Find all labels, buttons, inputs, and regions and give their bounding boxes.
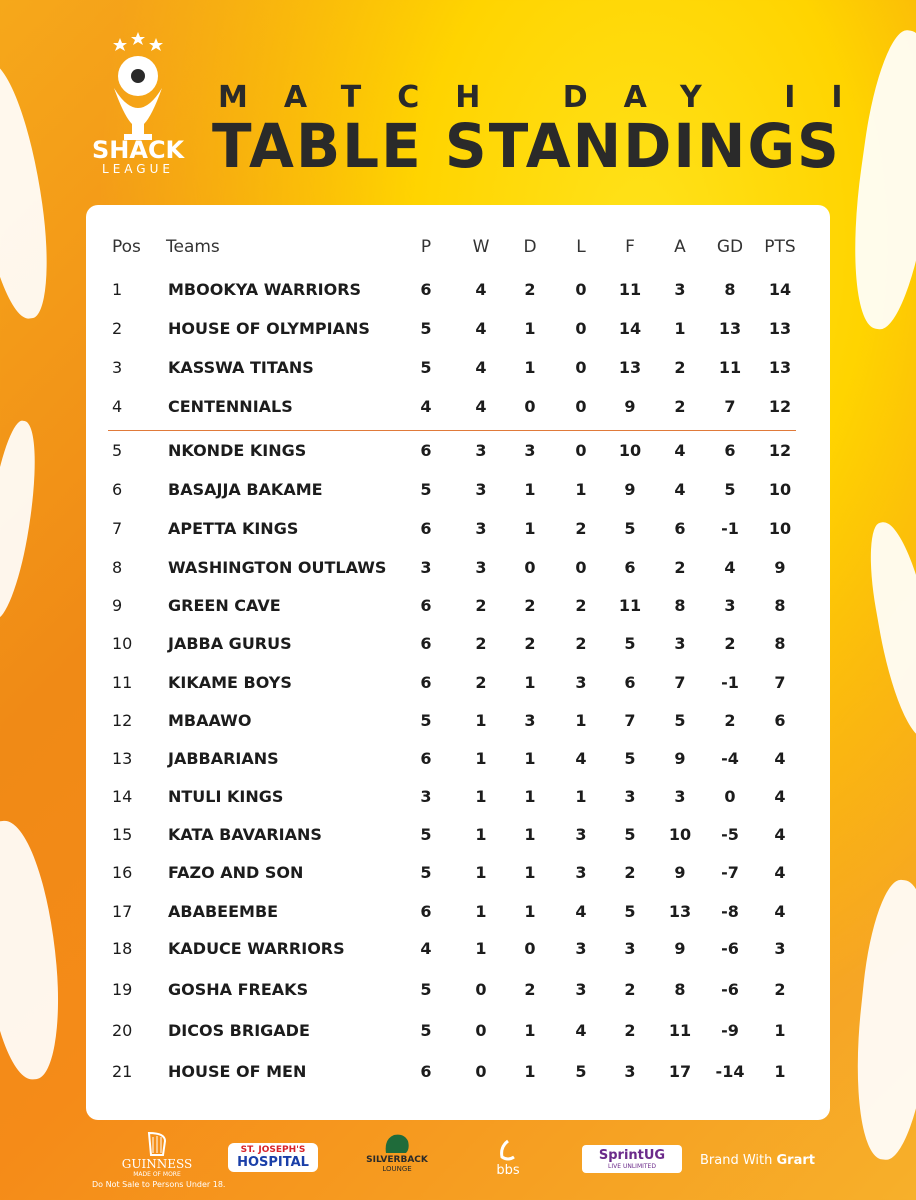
played: 6 — [420, 634, 432, 653]
team-name: ABABEEMBE — [168, 902, 279, 921]
team-name: APETTA KINGS — [168, 519, 299, 538]
sponsor-st-josephs-hospital — [228, 1125, 318, 1195]
goals-against: 3 — [674, 280, 686, 299]
goals-against: 3 — [674, 634, 686, 653]
won: 4 — [475, 319, 487, 338]
header — [0, 0, 916, 200]
points: 4 — [774, 749, 786, 768]
pos: 3 — [112, 358, 123, 377]
lost: 3 — [575, 863, 587, 882]
points: 4 — [774, 787, 786, 806]
lost: 1 — [575, 480, 587, 499]
table-row — [86, 934, 830, 964]
goal-difference: -1 — [721, 519, 739, 538]
won: 3 — [475, 558, 487, 577]
pos: 5 — [112, 441, 123, 460]
won: 3 — [475, 480, 487, 499]
page-title: TABLE STANDINGS — [212, 110, 841, 182]
won: 4 — [475, 397, 487, 416]
goals-for: 9 — [624, 397, 636, 416]
pos: 10 — [112, 634, 133, 653]
pos: 1 — [112, 280, 123, 299]
pos: 14 — [112, 787, 133, 806]
brush-stroke-left-2 — [0, 418, 47, 622]
guinness-disclaimer: Do Not Sale to Persons Under 18. — [92, 1180, 226, 1189]
col-header-pts: PTS — [764, 237, 796, 257]
table-row — [86, 820, 830, 850]
goals-for: 2 — [624, 1021, 636, 1040]
hospital-line1: ST. JOSEPH'S — [240, 1145, 306, 1155]
table-row — [86, 975, 830, 1005]
goals-for: 9 — [624, 480, 636, 499]
goals-against: 8 — [674, 980, 686, 999]
table-header-row — [86, 232, 830, 262]
won: 1 — [475, 749, 487, 768]
points: 8 — [774, 634, 786, 653]
goals-for: 3 — [624, 787, 636, 806]
hospital-line2: HOSPITAL — [237, 1155, 309, 1170]
played: 5 — [420, 319, 432, 338]
goal-difference: 6 — [724, 441, 736, 460]
league-name-line1: SHACK — [92, 136, 185, 164]
won: 3 — [475, 519, 487, 538]
pos: 21 — [112, 1062, 133, 1081]
played: 6 — [420, 441, 432, 460]
goals-for: 2 — [624, 863, 636, 882]
played: 5 — [420, 980, 432, 999]
team-name: GOSHA FREAKS — [168, 980, 309, 999]
won: 1 — [475, 939, 487, 958]
goals-against: 4 — [674, 441, 686, 460]
goals-for: 6 — [624, 558, 636, 577]
goals-against: 7 — [674, 673, 686, 692]
lost: 0 — [575, 358, 587, 377]
brush-stroke-right-2 — [861, 517, 916, 742]
goal-difference: 2 — [724, 634, 736, 653]
drawn: 1 — [524, 519, 536, 538]
team-name: JABBA GURUS — [168, 634, 292, 653]
points: 10 — [768, 519, 792, 538]
lost: 2 — [575, 596, 587, 615]
bbs-logo-icon — [498, 1139, 518, 1163]
sponsor-guinness — [92, 1125, 226, 1195]
goals-against: 10 — [668, 825, 692, 844]
won: 1 — [475, 787, 487, 806]
lost: 3 — [575, 980, 587, 999]
col-header-gd: GD — [716, 237, 744, 257]
bbs-name: bbs — [496, 1163, 520, 1178]
played: 5 — [420, 1021, 432, 1040]
goal-difference: -9 — [721, 1021, 739, 1040]
played: 6 — [420, 902, 432, 921]
team-name: CENTENNIALS — [168, 397, 293, 416]
goals-against: 8 — [674, 596, 686, 615]
team-name: NKONDE KINGS — [168, 441, 307, 460]
table-row — [86, 858, 830, 888]
goals-against: 2 — [674, 397, 686, 416]
goals-for: 7 — [624, 711, 636, 730]
drawn: 1 — [524, 863, 536, 882]
played: 5 — [420, 825, 432, 844]
team-name: WASHINGTON OUTLAWS — [168, 558, 387, 577]
table-row — [86, 744, 830, 774]
played: 5 — [420, 711, 432, 730]
silverback-name: SILVERBACK — [366, 1155, 428, 1165]
drawn: 2 — [524, 280, 536, 299]
goals-for: 3 — [624, 939, 636, 958]
team-name: JABBARIANS — [168, 749, 279, 768]
sponsor-silverback-lounge — [362, 1125, 432, 1195]
col-header-f: F — [625, 237, 635, 257]
team-name: MBAAWO — [168, 711, 252, 730]
played: 6 — [420, 280, 432, 299]
goals-against: 2 — [674, 558, 686, 577]
lost: 0 — [575, 441, 587, 460]
silverback-sub: LOUNGE — [382, 1165, 412, 1173]
played: 3 — [420, 787, 432, 806]
team-name: KATA BAVARIANS — [168, 825, 322, 844]
pos: 17 — [112, 902, 133, 921]
table-row — [86, 591, 830, 621]
goal-difference: 0 — [724, 787, 736, 806]
goals-against: 5 — [674, 711, 686, 730]
pos: 4 — [112, 397, 123, 416]
drawn: 2 — [524, 980, 536, 999]
points: 8 — [774, 596, 786, 615]
goal-difference: -8 — [721, 902, 739, 921]
lost: 0 — [575, 397, 587, 416]
goals-for: 5 — [624, 825, 636, 844]
drawn: 1 — [524, 1062, 536, 1081]
goal-difference: 2 — [724, 711, 736, 730]
table-row — [86, 392, 830, 422]
team-name: KIKAME BOYS — [168, 673, 292, 692]
sponsor-bbs — [478, 1125, 538, 1195]
col-header-l: L — [576, 237, 586, 257]
goals-for: 3 — [624, 1062, 636, 1081]
drawn: 3 — [524, 441, 536, 460]
played: 5 — [420, 358, 432, 377]
lost: 1 — [575, 787, 587, 806]
sprint-name: SprintUG — [598, 1148, 666, 1163]
played: 4 — [420, 939, 432, 958]
drawn: 1 — [524, 787, 536, 806]
pos: 18 — [112, 939, 133, 958]
drawn: 1 — [524, 902, 536, 921]
team-name: HOUSE OF OLYMPIANS — [168, 319, 370, 338]
col-header-pos: Pos — [112, 237, 141, 257]
goal-difference: -7 — [721, 863, 739, 882]
designer-credit — [700, 1125, 826, 1195]
goal-difference: 5 — [724, 480, 736, 499]
table-row — [86, 436, 830, 466]
table-row — [86, 629, 830, 659]
goals-against: 4 — [674, 480, 686, 499]
pos: 15 — [112, 825, 133, 844]
drawn: 1 — [524, 1021, 536, 1040]
won: 2 — [475, 673, 487, 692]
table-row — [86, 353, 830, 383]
league-name-line2: LEAGUE — [102, 162, 174, 176]
won: 2 — [475, 634, 487, 653]
sponsor-sprint-ug — [582, 1125, 682, 1195]
goals-for: 5 — [624, 749, 636, 768]
table-row — [86, 275, 830, 305]
lost: 2 — [575, 519, 587, 538]
points: 3 — [774, 939, 786, 958]
col-header-a: A — [674, 237, 686, 257]
goals-for: 6 — [624, 673, 636, 692]
won: 4 — [475, 280, 487, 299]
drawn: 0 — [524, 939, 536, 958]
drawn: 0 — [524, 397, 536, 416]
table-row — [86, 706, 830, 736]
pos: 12 — [112, 711, 133, 730]
played: 6 — [420, 1062, 432, 1081]
team-name: HOUSE OF MEN — [168, 1062, 307, 1081]
col-header-teams: Teams — [166, 237, 220, 257]
goal-difference: 11 — [718, 358, 742, 377]
goal-difference: 3 — [724, 596, 736, 615]
table-row — [86, 314, 830, 344]
drawn: 1 — [524, 673, 536, 692]
shack-league-logo — [92, 28, 184, 178]
goals-against: 9 — [674, 939, 686, 958]
goal-difference: 4 — [724, 558, 736, 577]
team-name: MBOOKYA WARRIORS — [168, 280, 362, 299]
table-row — [86, 1016, 830, 1046]
lost: 1 — [575, 711, 587, 730]
goal-difference: -5 — [721, 825, 739, 844]
goals-against: 13 — [668, 902, 692, 921]
lost: 5 — [575, 1062, 587, 1081]
drawn: 3 — [524, 711, 536, 730]
goal-difference: 13 — [718, 319, 742, 338]
brush-stroke-right-3 — [846, 877, 916, 1163]
team-name: KADUCE WARRIORS — [168, 939, 345, 958]
played: 6 — [420, 596, 432, 615]
played: 6 — [420, 519, 432, 538]
played: 4 — [420, 397, 432, 416]
played: 3 — [420, 558, 432, 577]
points: 13 — [768, 319, 792, 338]
team-name: BASAJJA BAKAME — [168, 480, 323, 499]
pos: 11 — [112, 673, 133, 692]
points: 1 — [774, 1021, 786, 1040]
won: 2 — [475, 596, 487, 615]
points: 2 — [774, 980, 786, 999]
goals-against: 9 — [674, 749, 686, 768]
won: 3 — [475, 441, 487, 460]
points: 14 — [768, 280, 792, 299]
goals-for: 5 — [624, 902, 636, 921]
goal-difference: 8 — [724, 280, 736, 299]
drawn: 2 — [524, 596, 536, 615]
points: 4 — [774, 863, 786, 882]
goal-difference: -1 — [721, 673, 739, 692]
table-row — [86, 514, 830, 544]
points: 9 — [774, 558, 786, 577]
won: 0 — [475, 980, 487, 999]
team-name: FAZO AND SON — [168, 863, 304, 882]
pos: 7 — [112, 519, 123, 538]
col-header-d: D — [523, 237, 537, 257]
qualification-divider — [108, 430, 796, 431]
won: 0 — [475, 1062, 487, 1081]
goals-against: 2 — [674, 358, 686, 377]
goals-for: 5 — [624, 634, 636, 653]
goals-against: 1 — [674, 319, 686, 338]
points: 12 — [768, 397, 792, 416]
points: 7 — [774, 673, 786, 692]
pos: 6 — [112, 480, 123, 499]
harp-icon — [145, 1131, 169, 1157]
pos: 20 — [112, 1021, 133, 1040]
team-name: GREEN CAVE — [168, 596, 281, 615]
lost: 0 — [575, 558, 587, 577]
team-name: NTULI KINGS — [168, 787, 284, 806]
played: 6 — [420, 673, 432, 692]
guinness-name: GUINNESS — [121, 1157, 193, 1171]
guinness-tagline: MADE OF MORE — [133, 1171, 181, 1178]
points: 10 — [768, 480, 792, 499]
lost: 3 — [575, 939, 587, 958]
goals-for: 14 — [618, 319, 642, 338]
team-name: DICOS BRIGADE — [168, 1021, 310, 1040]
goals-for: 11 — [618, 596, 642, 615]
sprint-sub: LIVE UNLIMITED — [608, 1163, 656, 1170]
goal-difference: -6 — [721, 980, 739, 999]
goals-against: 9 — [674, 863, 686, 882]
goals-against: 3 — [674, 787, 686, 806]
goals-for: 13 — [618, 358, 642, 377]
team-name: KASSWA TITANS — [168, 358, 314, 377]
drawn: 1 — [524, 319, 536, 338]
lost: 4 — [575, 749, 587, 768]
pos: 16 — [112, 863, 133, 882]
pos: 13 — [112, 749, 133, 768]
gorilla-icon — [382, 1131, 412, 1155]
pos: 9 — [112, 596, 123, 615]
table-row — [86, 897, 830, 927]
lost: 4 — [575, 1021, 587, 1040]
brand-name: Grart — [776, 1153, 815, 1168]
points: 6 — [774, 711, 786, 730]
won: 1 — [475, 711, 487, 730]
col-header-w: W — [472, 237, 490, 257]
won: 1 — [475, 902, 487, 921]
played: 6 — [420, 749, 432, 768]
points: 12 — [768, 441, 792, 460]
goals-against: 6 — [674, 519, 686, 538]
drawn: 1 — [524, 749, 536, 768]
col-header-p: P — [420, 237, 432, 257]
won: 4 — [475, 358, 487, 377]
table-row — [86, 475, 830, 505]
table-row — [86, 668, 830, 698]
drawn: 1 — [524, 358, 536, 377]
goals-for: 11 — [618, 280, 642, 299]
drawn: 2 — [524, 634, 536, 653]
goals-for: 2 — [624, 980, 636, 999]
played: 5 — [420, 480, 432, 499]
lost: 0 — [575, 280, 587, 299]
lost: 3 — [575, 673, 587, 692]
drawn: 1 — [524, 480, 536, 499]
points: 4 — [774, 825, 786, 844]
goals-against: 17 — [668, 1062, 692, 1081]
goals-for: 5 — [624, 519, 636, 538]
won: 1 — [475, 863, 487, 882]
brand-prefix: Brand With — [700, 1153, 777, 1168]
won: 0 — [475, 1021, 487, 1040]
brush-stroke-left-3 — [0, 817, 66, 1082]
goal-difference: -4 — [721, 749, 739, 768]
pos: 2 — [112, 319, 123, 338]
points: 1 — [774, 1062, 786, 1081]
goals-for: 10 — [618, 441, 642, 460]
lost: 0 — [575, 319, 587, 338]
table-row — [86, 1057, 830, 1087]
won: 1 — [475, 825, 487, 844]
drawn: 0 — [524, 558, 536, 577]
drawn: 1 — [524, 825, 536, 844]
goal-difference: -6 — [721, 939, 739, 958]
table-row — [86, 782, 830, 812]
goal-difference: -14 — [715, 1062, 745, 1081]
goals-against: 11 — [668, 1021, 692, 1040]
table-row — [86, 553, 830, 583]
goal-difference: 7 — [724, 397, 736, 416]
points: 4 — [774, 902, 786, 921]
match-day-subtitle: MATCH DAY II — [218, 80, 879, 115]
pos: 19 — [112, 980, 133, 999]
lost: 3 — [575, 825, 587, 844]
standings-table — [86, 205, 830, 1120]
lost: 2 — [575, 634, 587, 653]
pos: 8 — [112, 558, 123, 577]
points: 13 — [768, 358, 792, 377]
lost: 4 — [575, 902, 587, 921]
played: 5 — [420, 863, 432, 882]
sponsor-footer — [0, 1125, 916, 1200]
